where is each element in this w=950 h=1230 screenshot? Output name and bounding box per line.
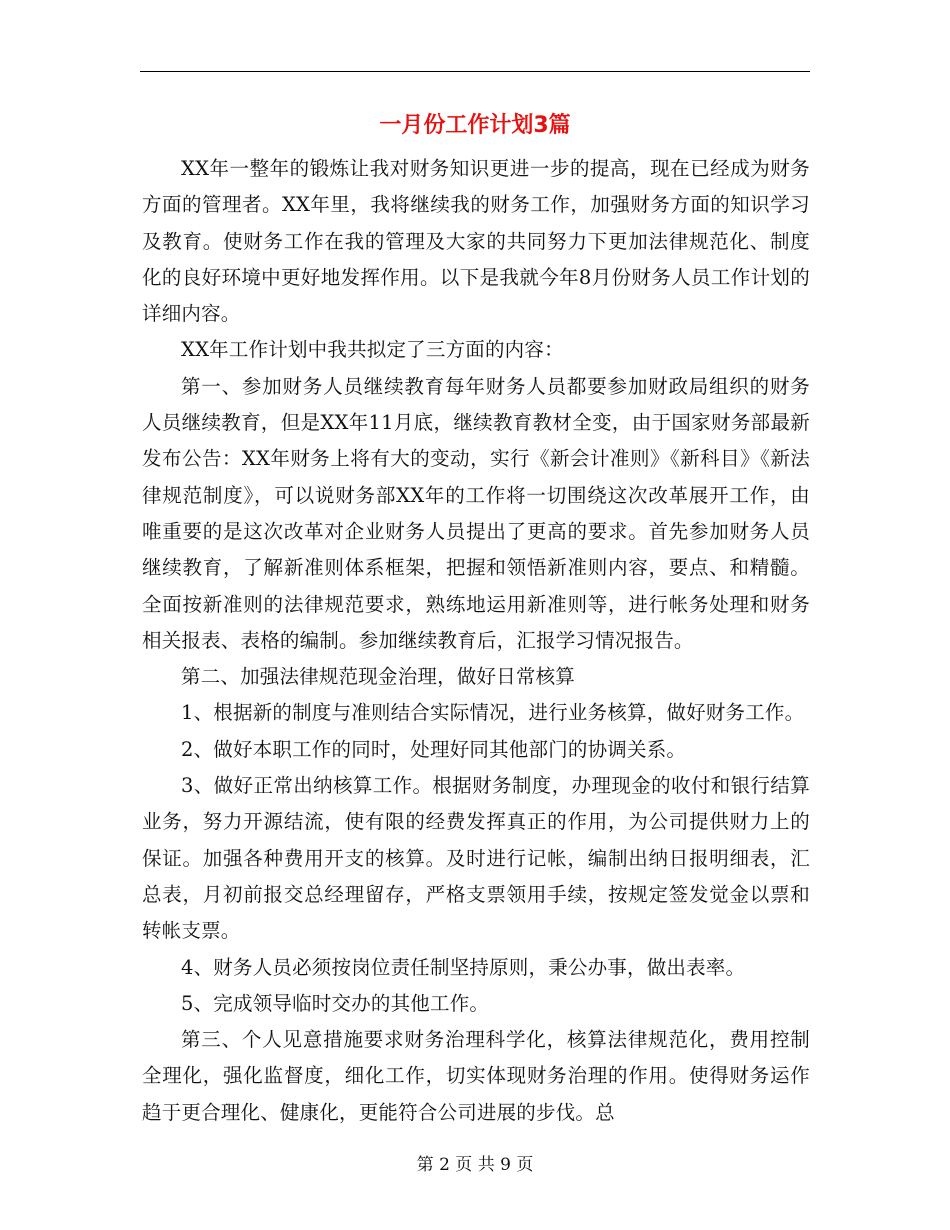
list-item-3: 3、做好正常出纳核算工作。根据财务制度，办理现金的收付和银行结算业务，努力开源结流，使有限的经费发挥真正的作用，为公司提供财力上的保证。加强各种费用开支的核算。及时进行记帐，编制出纳日报明细表，汇总表，月初前报交总经理留存，严格支票领用手续，按规定签发觉金以票和转帐支票。 [142,774,810,943]
list-item-4: 4、财务人员必须按岗位责任制坚持原则，秉公办事，做出表率。 [181,955,746,979]
paragraph-intro: XX年一整年的锻炼让我对财务知识更进一步的提高，现在已经成为财务方面的管理者。XX年里，我将继续我的财务工作，加强财务方面的知识学习及教育。使财务工作在我的管理及大家的共同努力下更加法律规范化、制度化的良好环境中更好地发挥作用。以下是我就今年8月份财务人员工作计划的详细内容。 [142,157,810,326]
paragraph-section-two-heading: 第二、加强法律规范现金治理，做好日常核算 [181,665,576,689]
paragraph-plan-overview: XX年工作计划中我共拟定了三方面的内容： [181,338,564,362]
document-body [142,151,810,1131]
list-item-1: 1、根据新的制度与准则结合实际情况，进行业务核算，做好财务工作。 [181,701,805,725]
page-footer: 第 2 页 共 9 页 [416,1155,534,1175]
list-item-5: 5、完成领导临时交办的其他工作。 [181,991,490,1015]
paragraph-section-one: 第一、参加财务人员继续教育每年财务人员都要参加财政局组织的财务人员继续教育，但是XX年11月底，继续教育教材全变，由于国家财务部最新发布公告：XX年财务上将有大的变动，实行《新会计准则》《新科目》《新法律规范制度》，可以说财务部XX年的工作将一切围绕这次改革展开工作，由唯重要的是这次改革对企业财务人员提出了更高的要求。首先参加财务人员继续教育，了解新准则体系框架，把握和领悟新准则内容，要点、和精髓。全面按新准则的法律规范要求，熟练地运用新准则等，进行帐务处理和财务相关报表、表格的编制。参加继续教育后，汇报学习情况报告。 [142,374,810,652]
header-rule [140,71,810,72]
paragraph-section-three: 第三、个人见意措施要求财务治理科学化，核算法律规范化，费用控制全理化，强化监督度，细化工作，切实体现财务治理的作用。使得财务运作趋于更合理化、健康化，更能符合公司进展的步伐。总 [142,1028,810,1124]
list-item-2: 2、做好本职工作的同时，处理好同其他部门的协调关系。 [181,737,687,761]
document-title: 一月份工作计划3篇 [379,113,571,138]
